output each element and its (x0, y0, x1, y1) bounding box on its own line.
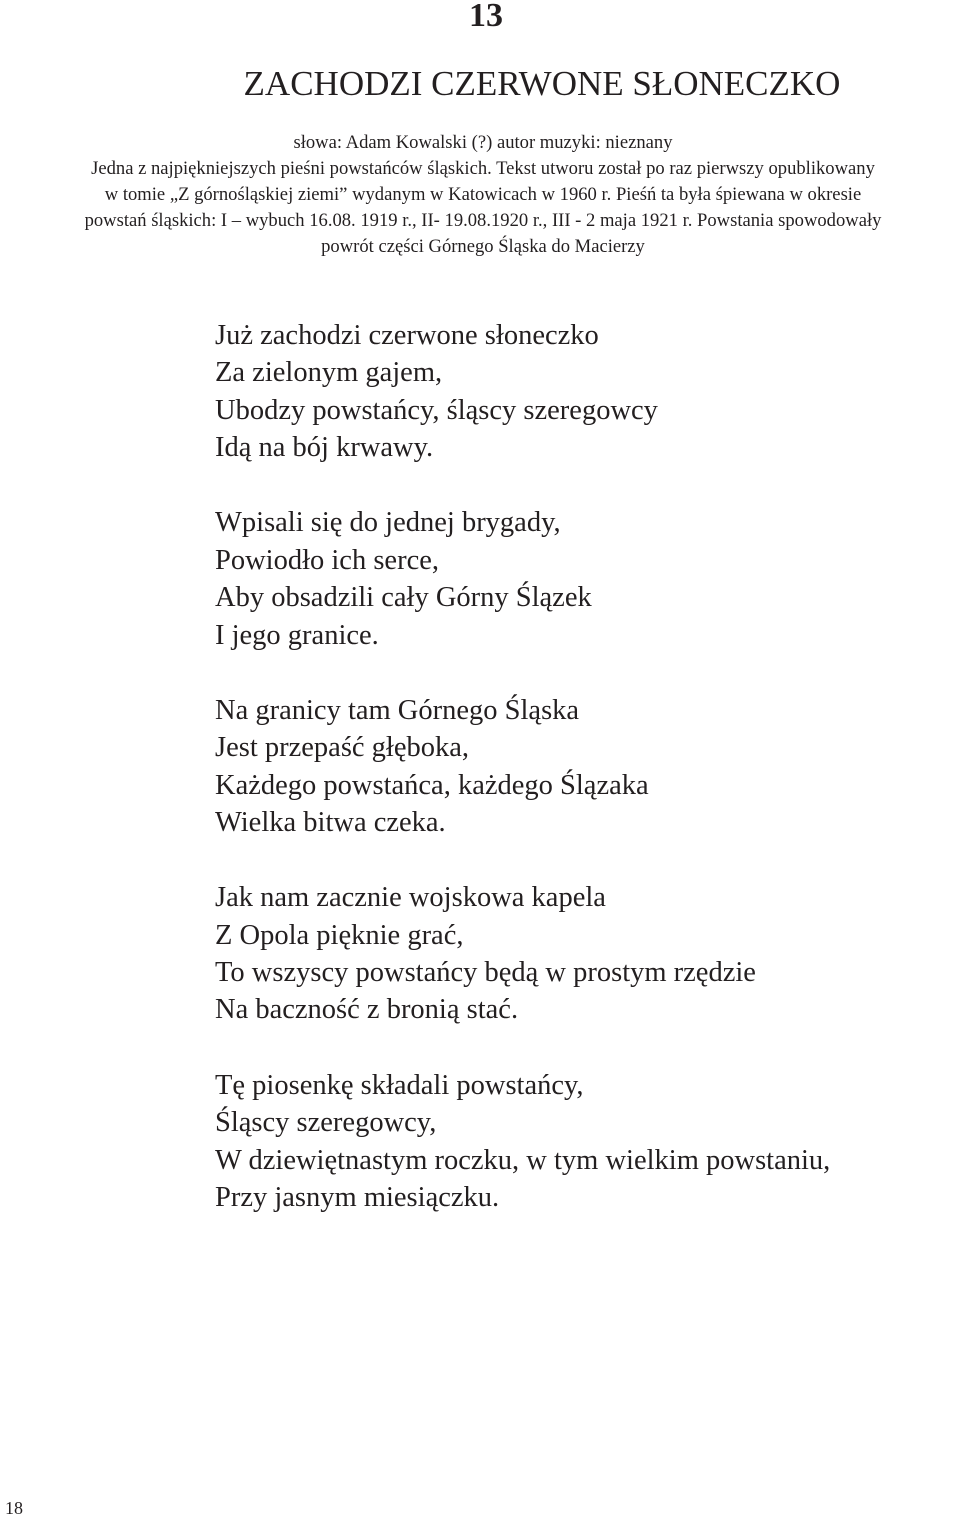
page-number: 18 (5, 1498, 23, 1518)
verse-line: Idą na bój krwawy. (215, 432, 434, 464)
stanza-3 (215, 692, 945, 842)
verse-line: I jego granice. (215, 619, 379, 651)
credits-line: słowa: Adam Kowalski (?) autor muzyki: nieznany (293, 132, 673, 153)
intro-line: powstań śląskich: I – wybuch 16.08. 1919 r., II- 19.08.1920 r., III - 2 maja 1921 r. Powstania spowodowały (84, 210, 882, 231)
stanza-5 (215, 1067, 945, 1217)
verse-line: Śląscy szeregowcy, (215, 1107, 437, 1139)
verse-line: Z Opola pięknie grać, (215, 919, 464, 951)
stanza-4 (215, 879, 945, 1029)
lyrics (215, 317, 945, 1254)
verse-line: Już zachodzi czerwone słoneczko (215, 320, 599, 351)
song-intro (0, 130, 960, 260)
verse-line: Powiodło ich serce, (215, 544, 439, 576)
verse-line: Na granicy tam Górnego Śląska (215, 694, 580, 726)
verse-line: W dziewiętnastym roczku, w tym wielkim powstaniu, (215, 1144, 831, 1176)
intro-line: powrót części Górnego Śląska do Macierzy (321, 236, 645, 257)
intro-line: Jedna z najpiękniejszych pieśni powstańców śląskich. Tekst utworu został po raz pierwszy opublikowany (91, 158, 875, 179)
verse-line: Ubodzy powstańcy, śląscy szeregowcy (215, 394, 658, 426)
verse-line: Przy jasnym miesiączku. (215, 1181, 500, 1213)
verse-line: To wszyscy powstańcy będą w prostym rzędzie (215, 957, 756, 989)
stanza-2 (215, 504, 945, 654)
verse-line: Za zielonym gajem, (215, 357, 443, 389)
song-number: 13 (469, 0, 503, 34)
verse-line: Aby obsadzili cały Górny Ślązek (215, 582, 592, 614)
verse-line: Jak nam zacznie wojskowa kapela (215, 882, 606, 914)
intro-line: w tomie „Z górnośląskiej ziemi” wydanym w Katowicach w 1960 r. Pieśń ta była śpiewana w okresie (104, 184, 862, 205)
verse-line: Wpisali się do jednej brygady, (215, 507, 561, 539)
verse-line: Jest przepaść głęboka, (215, 732, 470, 764)
verse-line: Każdego powstańca, każdego Ślązaka (215, 769, 649, 801)
verse-line: Tę piosenkę składali powstańcy, (215, 1069, 584, 1101)
song-title: ZACHODZI CZERWONE SŁONECZKO (243, 64, 841, 103)
verse-line: Wielka bitwa czeka. (215, 807, 446, 839)
stanza-1 (215, 317, 945, 467)
verse-line: Na baczność z bronią stać. (215, 994, 519, 1026)
